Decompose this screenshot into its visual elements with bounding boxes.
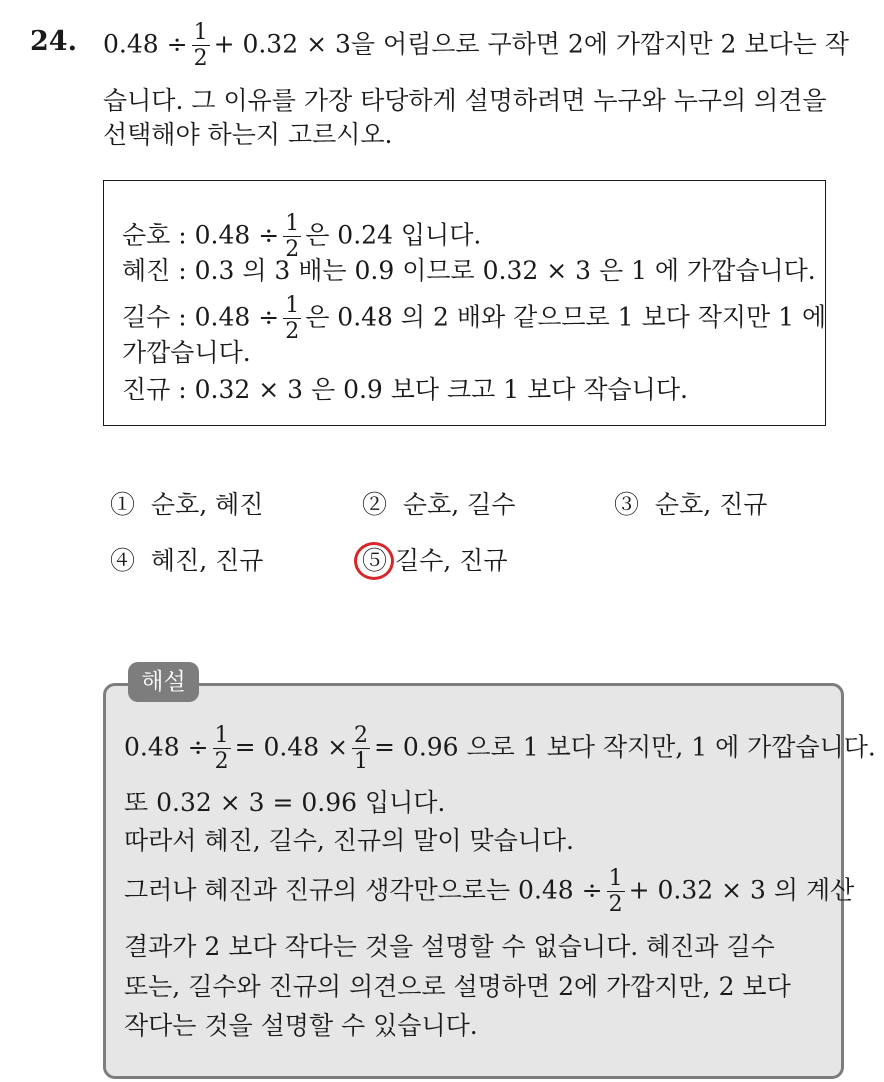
option-text: 혜진, 진규 [150,546,264,575]
fraction-numerator: 1 [214,723,229,748]
solution-text: = 0.48 × [234,732,349,762]
selected-answer-circle-mark [354,542,394,580]
statement-text: 길수 : 0.48 ÷ [122,302,280,332]
statement-hyejin: 혜진 : 0.3 의 3 배는 0.9 이므로 0.32 × 3 은 1 에 가깝습니다. [122,256,816,285]
solution-text: 0.48 ÷ [124,732,209,762]
statement-text: 은 0.24 입니다. [305,220,482,250]
question-line-2: 습니다. 그 이유를 가장 타당하게 설명하려면 누구와 누구의 의견을 [103,86,827,115]
option-marker: ① [110,490,136,519]
solution-fraction [352,725,370,773]
solution-label: 해설 [128,662,199,702]
option-text: 순호, 길수 [402,490,516,519]
solution-fraction [213,725,231,773]
solution-text: 그러나 혜진과 진규의 생각만으로는 0.48 ÷ [124,875,603,905]
statement-sunho [122,213,481,261]
fraction-denominator: 2 [193,46,208,71]
fraction-denominator: 2 [285,319,300,344]
option-2[interactable] [362,490,515,520]
fraction-denominator: 1 [354,749,369,774]
question-number: 24. [30,26,77,57]
statement-text: 순호 : 0.48 ÷ [122,220,280,250]
option-1[interactable] [110,490,263,520]
solution-line-5: 결과가 2 보다 작다는 것을 설명할 수 없습니다. 혜진과 길수 [124,932,775,961]
statement-gilsu-cont: 가깝습니다. [122,338,251,367]
solution-fraction [607,868,625,916]
fraction-numerator: 1 [285,211,300,236]
statement-jingyu: 진규 : 0.32 × 3 은 0.9 보다 크고 1 보다 작습니다. [122,375,688,404]
option-marker: ④ [110,546,136,575]
fraction-denominator: 2 [608,892,623,917]
solution-line-6: 또는, 길수와 진규의 의견으로 설명하면 2에 가깝지만, 2 보다 [124,972,791,1001]
solution-line-7: 작다는 것을 설명할 수 있습니다. [124,1011,478,1040]
fraction-numerator: 1 [608,866,623,891]
fraction-numerator: 2 [354,723,369,748]
question-fraction [192,22,210,70]
solution-line-4 [124,868,854,916]
solution-line-1 [124,725,876,773]
option-3[interactable] [614,490,767,520]
option-text: 길수, 진규 [394,546,508,575]
question-expr-start: 0.48 ÷ [103,29,188,59]
fraction-numerator: 1 [193,20,208,45]
option-marker: ② [362,490,388,519]
option-4[interactable] [110,546,263,576]
option-marker: ③ [614,490,640,519]
option-text: 순호, 혜진 [150,490,264,519]
option-text: 순호, 진규 [654,490,768,519]
fraction-denominator: 2 [285,237,300,262]
statement-fraction [283,213,301,261]
question-line-1 [103,22,849,70]
statement-fraction [283,295,301,343]
question-line-3: 선택해야 하는지 고르시오. [103,120,393,149]
statement-gilsu [122,295,826,343]
fraction-denominator: 2 [214,749,229,774]
solution-line-2: 또 0.32 × 3 = 0.96 입니다. [124,788,446,817]
option-marker: ⑤ [362,546,388,575]
fraction-numerator: 1 [285,293,300,318]
statement-text: 은 0.48 의 2 배와 같으므로 1 보다 작지만 1 에 [305,302,827,332]
solution-text: + 0.32 × 3 의 계산 [628,875,855,905]
question-expr-end: + 0.32 × 3을 어림으로 구하면 2에 가깝지만 2 보다는 작 [213,29,849,59]
solution-line-3: 따라서 혜진, 길수, 진규의 말이 맞습니다. [124,826,574,855]
solution-text: = 0.96 으로 1 보다 작지만, 1 에 가깝습니다. [374,732,876,762]
